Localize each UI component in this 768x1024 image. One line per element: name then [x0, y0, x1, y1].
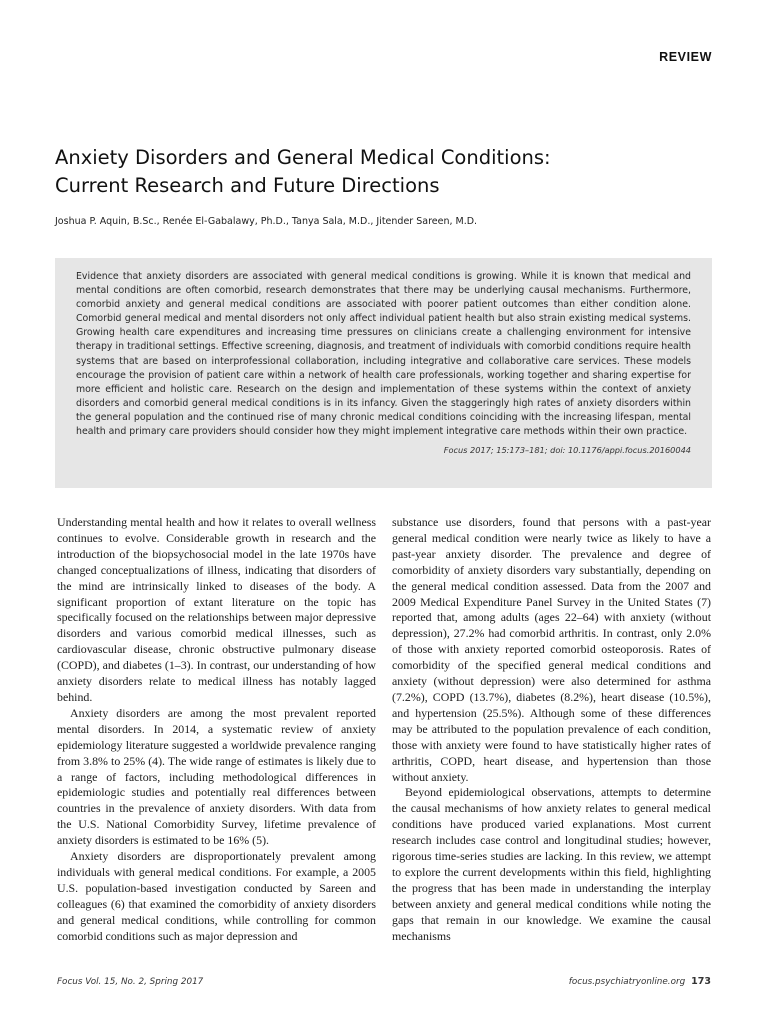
author-list: Joshua P. Aquin, B.Sc., Renée El-Gabalawy, Ph.D., Tanya Sala, M.D., Jitender Sareen, M.D.: [55, 216, 478, 227]
article-title-line-2: Current Research and Future Directions: [55, 174, 440, 197]
footer-website-link[interactable]: focus.psychiatryonline.org: [568, 977, 686, 987]
citation-line: Focus 2017; 15:173–181; doi: 10.1176/appi.focus.20160044: [443, 445, 691, 456]
section-label: REVIEW: [659, 50, 712, 64]
page-number: 173: [691, 976, 711, 987]
footer-right: [569, 976, 711, 987]
abstract-text: Evidence that anxiety disorders are associated with general medical conditions is growing. While it is known that medical and mental conditions are often comorbid, research demonstrates that there may be underlying causal mechanisms. Furthermore, comorbid anxiety and general medical conditions are associated with poorer patient outcomes than either condition alone. Comorbid general medical and mental disorders not only affect individual patient health but also strain existing medical systems. Growing health care expenditures and increasing time pressures on clinicians create a challenging environment for intensive therapy in traditional settings. Effective screening, diagnosis, and treatment of individuals with comorbid conditions require health systems that are based on interprofessional collaboration, including integrative and collaborative care services. These models encourage the provision of patient care within a network of health care professionals, working together and sharing expertise for more efficient and holistic care. Research on the design and implementation of these systems within the context of anxiety disorders and comorbid general medical conditions is in its infancy. Given the staggeringly high rates of anxiety disorders within the general population and the continued rise of many chronic medical conditions coinciding with the increasing lifespan, mental health and primary care providers should consider how they might implement integrative care methods within their own practice.: [76, 271, 691, 438]
body-paragraph: Anxiety disorders are disproportionately prevalent among individuals with general medical conditions. For example, a 2005 U.S. population-based investigation conducted by Sareen and colleagues (6) that examined the comorbidity of anxiety disorders and general medical conditions, while controlling for common comorbid conditions such as major depression and: [57, 849, 376, 943]
body-paragraph: substance use disorders, found that persons with a past-year general medical condition were nearly twice as likely to have a past-year anxiety disorder. The prevalence and degree of comorbidity of anxiety disorders vary substantially, depending on the general medical condition assessed. Data from the 2007 and 2009 Medical Expenditure Panel Survey in the United States (7) reported that, among adults (ages 22–64) with anxiety (without depression), 27.2% had comorbid arthritis. In contrast, only 2.0% of those with anxiety reported comorbid osteoporosis. Rates of comorbidity of the specified general medical conditions and anxiety (without depression) were also determined for asthma (7.2%), COPD (13.7%), diabetes (8.2%), heart disease (10.5%), and hypertension (25.5%). Although some of these differences may be attributed to the population prevalence of each condition, those with anxiety were found to have statistically higher rates of arthritis, COPD, heart disease, and hypertension than those without anxiety.: [392, 515, 711, 784]
body-paragraph: Anxiety disorders are among the most prevalent reported mental disorders. In 2014, a systematic review of anxiety epidemiology literature suggested a worldwide prevalence ranging from 3.8% to 25% (4). The wide range of estimates is likely due to a range of factors, including methodological differences in epidemiologic studies and potentially real differences between countries in the prevalence of anxiety disorders. With data from the U.S. National Comorbidity Survey, lifetime prevalence of anxiety disorders is estimated to be 16% (5).: [57, 705, 376, 848]
body-column-right: [392, 515, 711, 944]
article-title-line-1: Anxiety Disorders and General Medical Conditions:: [55, 146, 551, 169]
body-column-left: [57, 515, 376, 944]
footer-journal-info: Focus Vol. 15, No. 2, Spring 2017: [57, 977, 204, 987]
abstract-box: [55, 258, 712, 488]
article-title: [55, 144, 695, 200]
body-paragraph: Beyond epidemiological observations, attempts to determine the causal mechanisms of how anxiety relates to general medical conditions have produced varied explanations. Most current research includes case control and longitudinal studies; however, rigorous time-series studies are lacking. In this review, we attempt to explore the current developments within this field, highlighting the progress that has been made in understanding the interplay between anxiety and general medical conditions while noting the gaps that remain in our knowledge. We examine the causal mechanisms: [392, 785, 711, 943]
body-paragraph: Understanding mental health and how it relates to overall wellness continues to evolve. Considerable growth in research and the introduction of the biopsychosocial model in the late 1970s have changed conceptualizations of illness, indicating that disorders of the mind are intrinsically linked to diseases of the body. A significant proportion of extant literature on the topic has specifically focused on the relationships between major depressive disorders and various comorbid medical illnesses, such as cardiovascular disease, chronic obstructive pulmonary disease (COPD), and diabetes (1–3). In contrast, our understanding of how anxiety disorders relate to medical illness has notably lagged behind.: [57, 515, 376, 704]
